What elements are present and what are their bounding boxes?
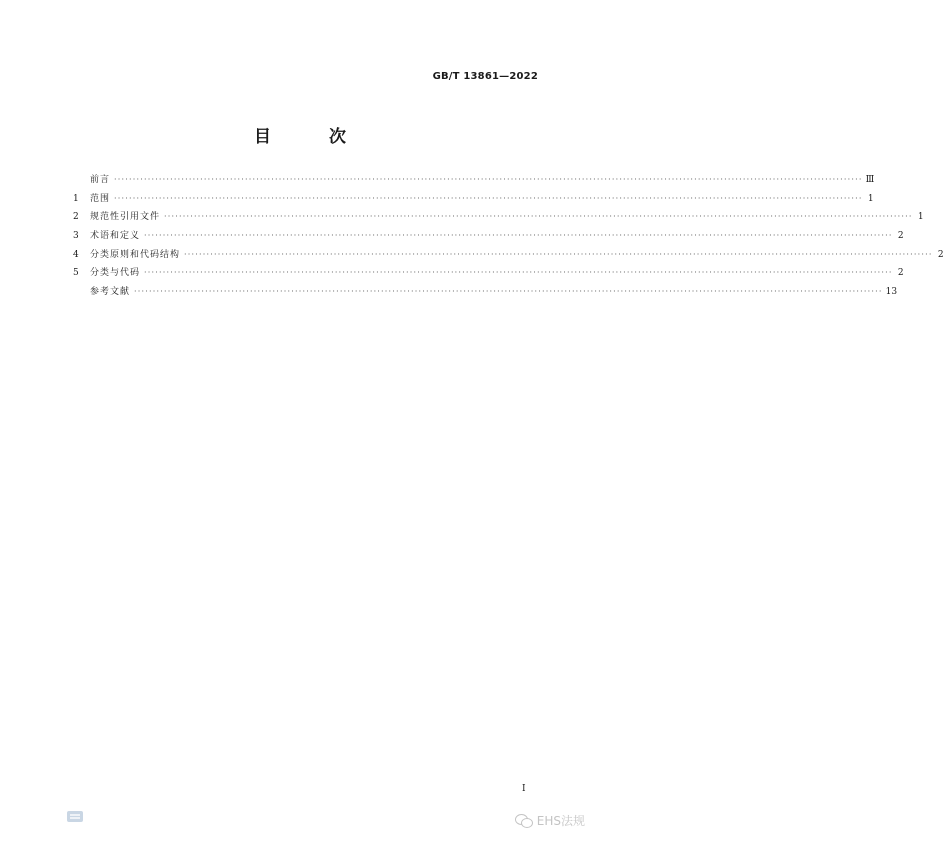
toc-leader-dots: ········································································································································································································ [184,249,933,259]
toc-entry-page: 1 [917,212,924,223]
watermark-text: EHS法规 [536,814,585,828]
standard-number: GB/T 13861—2022 [432,71,538,82]
toc-entry-number: 1 [73,193,79,204]
toc-entry-page: 13 [885,287,898,298]
toc-entry-label: 术语和定义 [90,231,141,242]
toc-entry-number: 2 [73,212,79,223]
toc-leader-dots: ········································································································································································································ [134,287,883,297]
toc-leader-dots: ········································································································································································································ [164,212,913,222]
toc-entry-label: 分类与代码 [90,268,141,279]
toc-entry-foreword[interactable] [73,172,875,191]
toc-entry-terms-definitions[interactable] [73,228,904,247]
toc-entry-page: 1 [867,193,874,204]
toc-entry-scope[interactable] [73,191,874,210]
page-number: I [522,784,526,794]
toc-entry-page: Ⅲ [865,175,875,185]
document-icon [67,811,83,822]
toc-entry-label: 范围 [90,193,111,204]
toc-leader-dots: ········································································································································································································ [144,268,893,278]
toc-entry-classification-principles[interactable] [73,247,944,266]
toc-entry-bibliography[interactable] [73,284,898,303]
toc-entry-number: 4 [73,249,79,260]
toc-entry-label: 前言 [90,175,111,185]
toc-entry-number: 3 [73,231,79,242]
toc-entry-page: 2 [937,249,944,260]
toc-title: 目 次 [254,127,372,147]
toc-entry-classification-codes[interactable] [73,265,904,284]
toc-entry-label: 规范性引用文件 [90,212,161,223]
toc-entry-number: 5 [73,268,79,279]
toc-entry-label: 参考文献 [90,287,131,298]
toc-entry-normative-references[interactable] [73,209,924,228]
wechat-icon [515,814,533,828]
toc-entry-page: 2 [897,231,904,242]
watermark [515,812,585,829]
toc-entry-label: 分类原则和代码结构 [90,249,181,260]
toc-leader-dots: ········································································································································································································ [114,193,863,203]
toc-entry-page: 2 [897,268,904,279]
table-of-contents [73,172,944,303]
toc-leader-dots: ········································································································································································································ [114,175,863,184]
toc-leader-dots: ········································································································································································································ [144,231,893,241]
